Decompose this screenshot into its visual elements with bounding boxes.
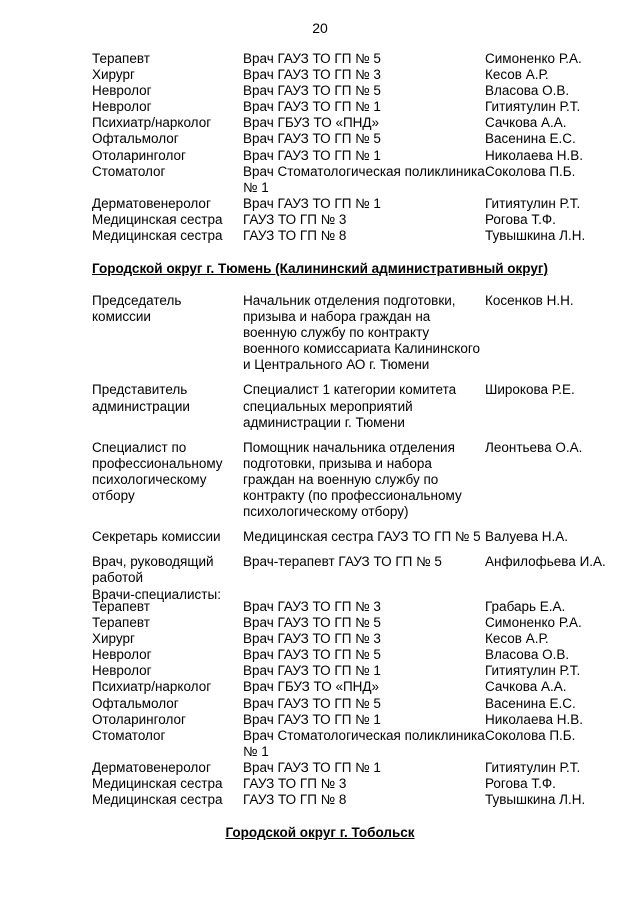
section-heading-text: Городской округ г. Тобольск	[225, 825, 415, 840]
person-cell: Васенина Е.С.	[485, 131, 576, 147]
role-cell: Дерматовенеролог	[92, 759, 211, 775]
position-cell: Врач ГБУЗ ТО «ПНД»	[243, 679, 380, 695]
commission-table-previous	[92, 51, 612, 244]
row-gap	[92, 373, 612, 382]
position-cell: ГАУЗ ТО ГП № 3	[243, 211, 347, 227]
row-gap	[92, 431, 612, 440]
position-cell: Врач ГАУЗ ТО ГП № 3	[243, 67, 381, 83]
position-cell: ГАУЗ ТО ГП № 8	[243, 228, 347, 244]
position-cell: Врач ГБУЗ ТО «ПНД»	[243, 115, 380, 131]
position-cell: Врач ГАУЗ ТО ГП № 5	[243, 131, 381, 147]
person-cell: Грабарь Е.А.	[485, 599, 566, 614]
table-row	[92, 164, 612, 196]
position-cell: ГАУЗ ТО ГП № 8	[243, 792, 347, 808]
role-cell: Медицинская сестра	[92, 228, 223, 244]
position-cell: Врач-терапевт ГАУЗ ТО ГП № 5	[243, 554, 442, 570]
table-row	[92, 67, 612, 83]
role-cell: Офтальмолог	[92, 695, 179, 711]
position-cell: ГАУЗ ТО ГП № 3	[243, 776, 347, 792]
person-cell: Сачкова А.А.	[485, 115, 567, 131]
table-row	[92, 212, 612, 228]
person-cell: Соколова П.Б.	[485, 163, 576, 179]
position-cell: Врач ГАУЗ ТО ГП № 1	[243, 99, 381, 115]
role-cell: Специалист по профессиональному психологическому отбору	[92, 439, 223, 504]
position-cell: Специалист 1 категории комитета специальных мероприятий администрации г. Тюмени	[243, 382, 457, 430]
position-cell: Врач ГАУЗ ТО ГП № 1	[243, 195, 381, 211]
position-cell: Врач ГАУЗ ТО ГП № 5	[243, 615, 381, 631]
table-row	[92, 99, 612, 115]
position-cell: Медицинская сестра ГАУЗ ТО ГП № 5	[243, 529, 481, 545]
table-row	[92, 83, 612, 99]
table-row	[92, 196, 612, 212]
table-row	[92, 792, 612, 808]
position-cell: Врач ГАУЗ ТО ГП № 1	[243, 711, 381, 727]
role-cell: Невролог	[92, 663, 152, 679]
person-cell: Косенков Н.Н.	[485, 293, 574, 308]
person-cell: Широкова Р.Е.	[485, 382, 575, 398]
row-gap	[92, 545, 612, 554]
position-cell: Врач ГАУЗ ТО ГП № 1	[243, 147, 381, 163]
table-row	[92, 696, 612, 712]
person-cell: Леонтьева О.А.	[485, 439, 583, 455]
position-cell: Врач ГАУЗ ТО ГП № 3	[243, 599, 381, 614]
person-cell: Симоненко Р.А.	[485, 51, 582, 66]
role-cell: Психиатр/нарколог	[92, 679, 212, 695]
table-row	[92, 631, 612, 647]
person-cell: Тувышкина Л.Н.	[485, 228, 586, 244]
table-row	[92, 382, 612, 430]
specialists-table	[92, 599, 612, 808]
table-row	[92, 679, 612, 695]
role-cell: Врач, руководящий работой	[92, 554, 214, 586]
position-cell: Врач Стоматологическая поликлиника № 1	[243, 727, 485, 759]
role-cell: Председатель комиссии	[92, 293, 182, 325]
table-row	[92, 728, 612, 760]
person-cell: Валуева Н.А.	[485, 529, 569, 545]
position-cell: Врач ГАУЗ ТО ГП № 5	[243, 51, 381, 66]
table-row	[92, 760, 612, 776]
table-row	[92, 615, 612, 631]
role-cell: Хирург	[92, 631, 135, 647]
position-cell: Врач ГАУЗ ТО ГП № 3	[243, 631, 381, 647]
person-cell: Рогова Т.Ф.	[485, 211, 556, 227]
person-cell: Власова О.В.	[485, 83, 570, 99]
person-cell: Власова О.В.	[485, 647, 570, 663]
table-row	[92, 599, 612, 615]
position-cell: Врач ГАУЗ ТО ГП № 1	[243, 663, 381, 679]
role-cell: Терапевт	[92, 615, 150, 631]
position-cell: Помощник начальника отделения подготовки, призыва и набора граждан на военную службу по контракту (по профессиональному психологическому отбору)	[243, 439, 462, 520]
section-heading-tyumen-kalininsky	[0, 261, 640, 277]
specialists-label: Врачи-специалисты:	[92, 586, 221, 602]
commission-members-table	[92, 293, 612, 603]
role-cell: Отоларинголог	[92, 147, 186, 163]
table-row	[92, 115, 612, 131]
person-cell: Кесов А.Р.	[485, 67, 549, 83]
table-row	[92, 293, 612, 373]
table-row	[92, 131, 612, 147]
position-cell: Врач Стоматологическая поликлиника № 1	[243, 163, 485, 195]
role-cell: Медицинская сестра	[92, 792, 223, 808]
page-number: 20	[312, 20, 328, 36]
person-cell: Рогова Т.Ф.	[485, 776, 556, 792]
role-cell: Невролог	[92, 647, 152, 663]
person-cell: Николаева Н.В.	[485, 711, 583, 727]
person-cell: Гитиятулин Р.Т.	[485, 195, 581, 211]
row-gap	[92, 520, 612, 529]
role-cell: Офтальмолог	[92, 131, 179, 147]
person-cell: Анфилофьева И.А.	[485, 554, 606, 570]
person-cell: Симоненко Р.А.	[485, 615, 582, 631]
person-cell: Тувышкина Л.Н.	[485, 792, 586, 808]
role-cell: Невролог	[92, 99, 152, 115]
position-cell: Начальник отделения подготовки, призыва и набора граждан на военную службу по контракту военного комиссариата Калининского и Центрального АО г. Тюмени	[243, 293, 480, 373]
role-cell: Дерматовенеролог	[92, 195, 211, 211]
section-heading-tobolsk	[0, 825, 640, 841]
table-row	[92, 712, 612, 728]
role-cell: Терапевт	[92, 51, 150, 66]
role-cell: Стоматолог	[92, 163, 166, 179]
person-cell: Соколова П.Б.	[485, 727, 576, 743]
table-row	[92, 663, 612, 679]
position-cell: Врач ГАУЗ ТО ГП № 5	[243, 83, 381, 99]
role-cell: Стоматолог	[92, 727, 166, 743]
role-cell: Медицинская сестра	[92, 211, 223, 227]
section-heading-text: Городской округ г. Тюмень (Калининский административный округ)	[92, 261, 548, 276]
table-row	[92, 148, 612, 164]
table-row	[92, 554, 612, 586]
role-cell: Невролог	[92, 83, 152, 99]
role-cell: Медицинская сестра	[92, 776, 223, 792]
role-cell: Представитель администрации	[92, 382, 190, 414]
person-cell: Кесов А.Р.	[485, 631, 549, 647]
table-row	[92, 440, 612, 520]
person-cell: Гитиятулин Р.Т.	[485, 99, 581, 115]
person-cell: Николаева Н.В.	[485, 147, 583, 163]
position-cell: Врач ГАУЗ ТО ГП № 5	[243, 647, 381, 663]
role-cell: Отоларинголог	[92, 711, 186, 727]
table-row	[92, 228, 612, 244]
position-cell: Врач ГАУЗ ТО ГП № 1	[243, 759, 381, 775]
role-cell: Секретарь комиссии	[92, 529, 221, 545]
person-cell: Васенина Е.С.	[485, 695, 576, 711]
role-cell: Терапевт	[92, 599, 150, 614]
table-row	[92, 51, 612, 67]
table-row	[92, 529, 612, 545]
table-row	[92, 776, 612, 792]
position-cell: Врач ГАУЗ ТО ГП № 5	[243, 695, 381, 711]
role-cell: Хирург	[92, 67, 135, 83]
person-cell: Сачкова А.А.	[485, 679, 567, 695]
person-cell: Гитиятулин Р.Т.	[485, 663, 581, 679]
person-cell: Гитиятулин Р.Т.	[485, 759, 581, 775]
table-row	[92, 647, 612, 663]
role-cell: Психиатр/нарколог	[92, 115, 212, 131]
